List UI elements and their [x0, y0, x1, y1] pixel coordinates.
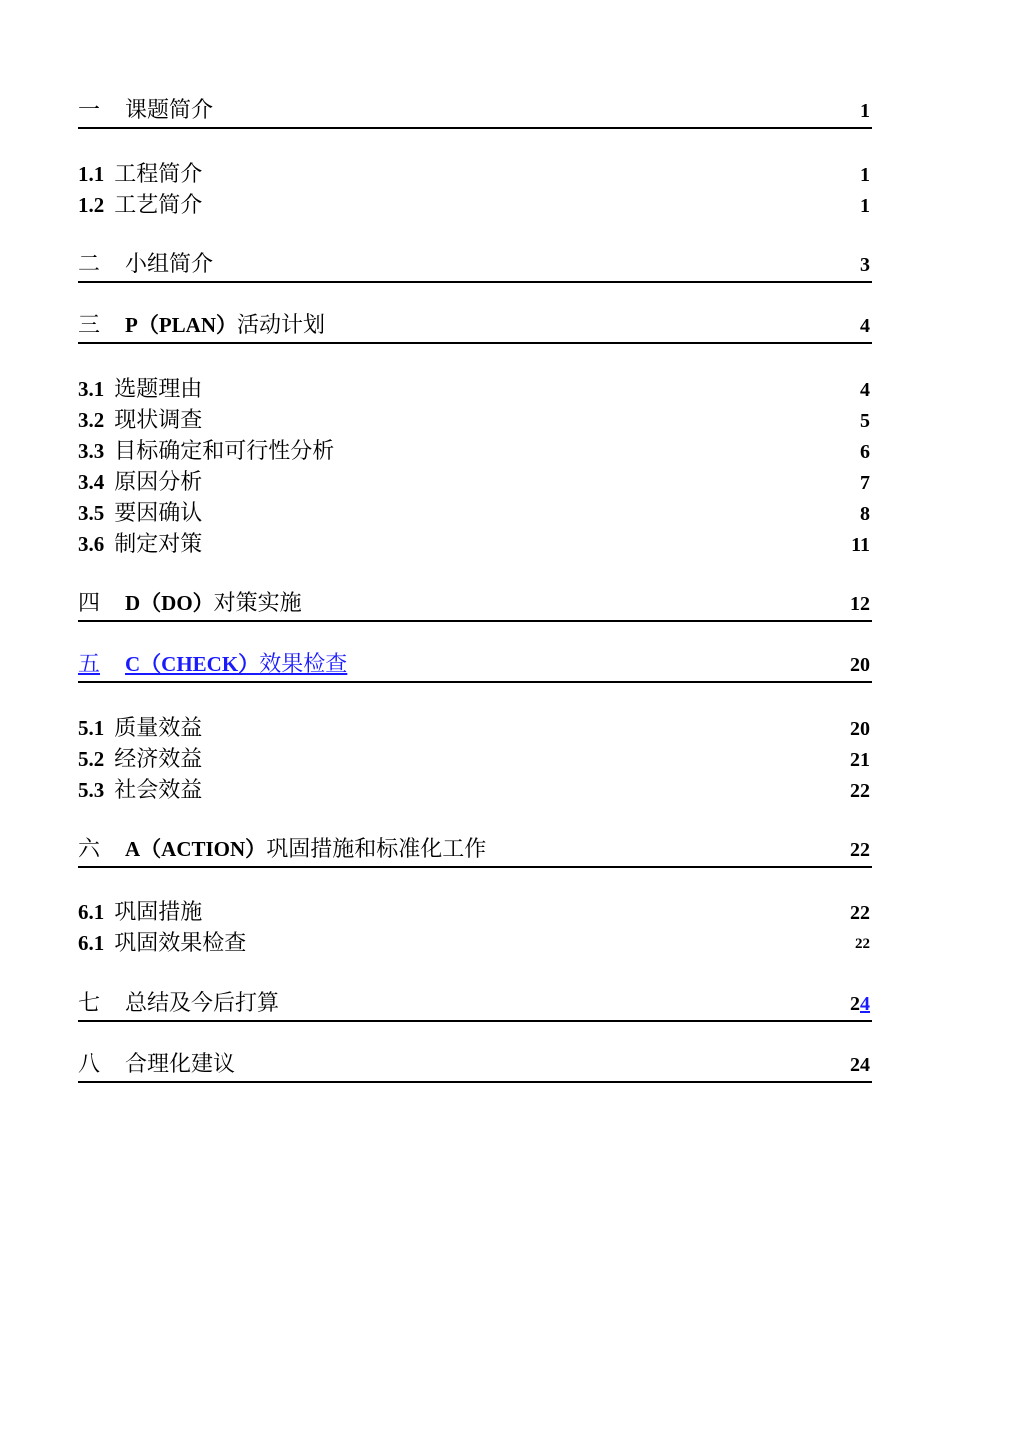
toc-chapter-6[interactable]: 六 A（ACTION）巩固措施和标准化工作 22: [78, 835, 872, 868]
toc-section-5-2[interactable]: 5.2 经济效益 21: [78, 747, 870, 772]
toc-section-5-3[interactable]: 5.3 社会效益 22: [78, 778, 870, 803]
toc-section-3-2[interactable]: 3.2 现状调查 5: [78, 408, 870, 433]
toc-chapter-label: 一 课题简介: [78, 98, 214, 123]
toc-section-3-3[interactable]: 3.3 目标确定和可行性分析 6: [78, 439, 870, 464]
toc-chapter-1[interactable]: [78, 96, 872, 129]
page-link: 4: [860, 993, 870, 1015]
toc-chapter-4[interactable]: 四 D（DO）对策实施 12: [78, 589, 872, 622]
toc-section-6-1-effect[interactable]: 6.1 巩固效果检查 22: [78, 931, 870, 956]
toc-section-5-1[interactable]: 5.1 质量效益 20: [78, 716, 870, 741]
toc-chapter-5-link[interactable]: 五 C（CHECK）效果检查 20: [78, 650, 872, 683]
toc-page-number: 1: [860, 100, 870, 122]
toc-chapter-3[interactable]: 三 P（PLAN）活动计划 4: [78, 311, 872, 344]
toc-section-6-1[interactable]: 6.1 巩固措施 22: [78, 900, 870, 925]
toc-section-3-5[interactable]: 3.5 要因确认 8: [78, 501, 870, 526]
toc-chapter-8[interactable]: 八 合理化建议 24: [78, 1050, 872, 1083]
toc-section-3-4[interactable]: 3.4 原因分析 7: [78, 470, 870, 495]
toc-chapter-7[interactable]: 七 总结及今后打算 24: [78, 989, 872, 1022]
toc-chapter-2[interactable]: 二 小组简介 3: [78, 250, 872, 283]
toc-section-1-1[interactable]: 1.1 工程简介 1: [78, 162, 870, 187]
toc-section-3-1[interactable]: 3.1 选题理由 4: [78, 377, 870, 402]
toc-section-1-2[interactable]: 1.2 工艺简介 1: [78, 193, 870, 218]
toc-section-3-6[interactable]: 3.6 制定对策 11: [78, 532, 870, 557]
